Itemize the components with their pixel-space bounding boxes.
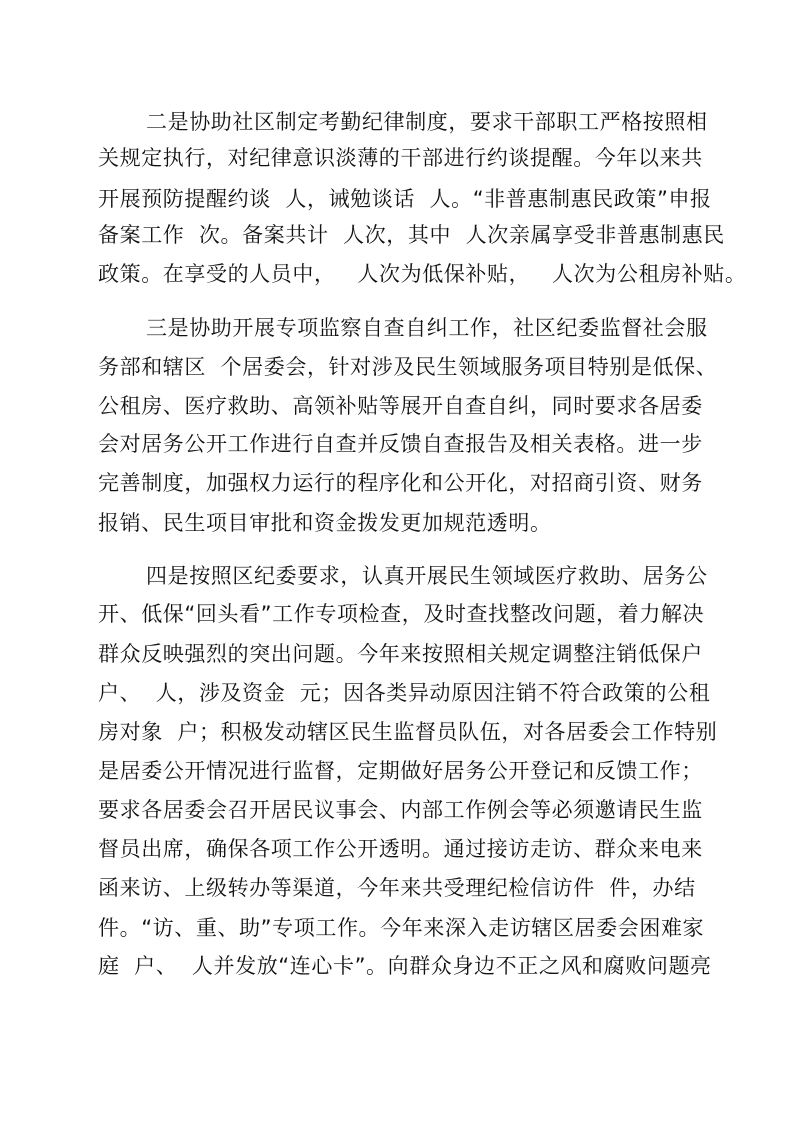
text-line: 群众反映强烈的突出问题。今年来按照相关规定调整注销低保户 <box>98 642 703 666</box>
text-line: 房对象 户；积极发动辖区民生监督员队伍，对各居委会工作特别 <box>98 720 718 744</box>
text-line: 督员出席，确保各项工作公开透明。通过接访走访、群众来电来 <box>98 837 703 861</box>
text-line: 是居委公开情况进行监督，定期做好居务公开登记和反馈工作； <box>98 759 703 783</box>
text-line: 完善制度，加强权力运行的程序化和公开化，对招商引资、财务 <box>98 471 703 495</box>
text-line: 务部和辖区 个居委会，针对涉及民生领域服务项目特别是低保、 <box>98 355 718 379</box>
text-line: 二是协助社区制定考勤纪律制度，要求干部职工严格按照相 <box>146 110 708 134</box>
text-line: 件。“访、重、助”专项工作。今年来深入走访辖区居委会困难家 <box>98 916 705 940</box>
text-line: 报销、民生项目审批和资金拨发更加规范透明。 <box>98 511 552 535</box>
text-line: 政策。在享受的人员中， 人次为低保补贴， 人次为公租房补贴。 <box>98 262 747 286</box>
text-line: 三是协助开展专项监察自查自纠工作，社区纪委监督社会服 <box>146 316 708 340</box>
text-line: 户、 人，涉及资金 元；因各类异动原因注销不符合政策的公租 <box>98 681 711 705</box>
text-line: 庭 户、 人并发放“连心卡”。向群众身边不正之风和腐败问题亮 <box>98 954 712 978</box>
text-line: 公租房、医疗救助、高领补贴等展开自查自纠，同时要求各居委 <box>98 394 703 418</box>
text-line: 开、低保“回头看”工作专项检查，及时查找整改问题，着力解决 <box>98 602 705 626</box>
text-line: 四是按照区纪委要求，认真开展民生领域医疗救助、居务公 <box>146 564 708 588</box>
text-line: 开展预防提醒约谈 人，诫勉谈话 人。“非普惠制惠民政策”申报 <box>98 187 712 211</box>
text-line: 会对居务公开工作进行自查并反馈自查报告及相关表格。进一步 <box>98 432 703 456</box>
text-line: 关规定执行，对纪律意识淡薄的干部进行约谈提醒。今年以来共 <box>98 146 703 170</box>
text-line: 要求各居委会召开居民议事会、内部工作例会等必须邀请民生监 <box>98 798 703 822</box>
text-line: 函来访、上级转办等渠道，今年来共受理纪检信访件 件，办结 <box>98 876 696 900</box>
text-line: 备案工作 次。备案共计 人次，其中 人次亲属享受非普惠制惠民 <box>98 223 725 247</box>
